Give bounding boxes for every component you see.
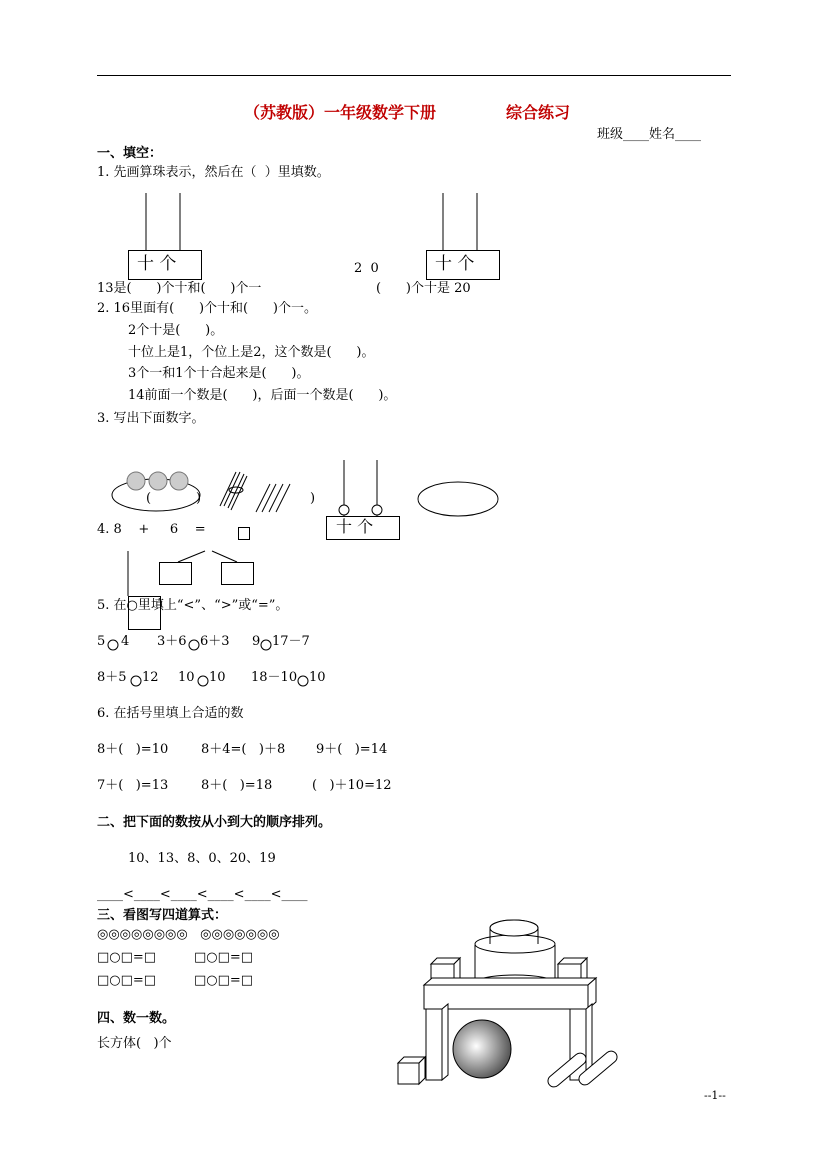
q6-r2-b: 8＋( )=18 — [201, 778, 273, 793]
section3-eq4: □○□=□ — [194, 973, 254, 988]
section2-order-line: ____<____<____<____<____<____ — [97, 887, 308, 902]
q4-expr: 4. 8 + 6 = — [97, 522, 206, 537]
abacus-label-left: 十 个 — [137, 254, 177, 274]
section2-numbers: 10、13、8、0、20、19 — [128, 851, 276, 866]
q3-paren-close: ) — [196, 491, 202, 506]
q2-line1: 2. 16里面有( )个十和( )个一。 — [97, 301, 317, 316]
section4-heading: 四、数一数。 — [97, 1011, 176, 1026]
page-number: --1-- — [704, 1089, 726, 1102]
section3-eq3: □○□=□ — [97, 973, 157, 988]
q5-r2-b: 12 — [142, 670, 159, 685]
section3-eq1: □○□=□ — [97, 950, 157, 965]
q5-r2-e: 18－10 — [251, 670, 298, 685]
q2-line3: 十位上是1，个位上是2，这个数是( )。 — [128, 345, 375, 360]
section3-heading: 三、看图写四道算式： — [97, 908, 228, 923]
q5-prompt: 5. 在○里填上“<”、“>”或“=”。 — [97, 598, 289, 613]
q5-r2-c: 10 — [178, 670, 195, 685]
section4-line: 长方体( )个 — [97, 1036, 172, 1051]
q5-r1-b: 4 — [121, 634, 130, 649]
q1-prompt: 1. 先画算珠表示，然后在（ ）里填数。 — [97, 165, 330, 180]
q5-r1-a: 5 — [97, 634, 106, 649]
q5-r2-a: 8＋5 — [97, 670, 127, 685]
q3-paren-open: ( — [146, 491, 152, 506]
q5-r1-d: 6＋3 — [200, 634, 230, 649]
q5-r1-e: 9 — [252, 634, 261, 649]
section3-circles: ◎◎◎◎◎◎◎◎ ◎◎◎◎◎◎◎ — [97, 927, 280, 942]
q6-r1-c: 9＋( )=14 — [316, 742, 388, 757]
number-20: 2 0 — [354, 261, 379, 276]
section1-heading: 一、填空： — [97, 146, 163, 161]
q4-split-box-right[interactable] — [221, 562, 254, 585]
q3-abacus-label: 十 个 — [336, 517, 374, 536]
q6-r2-a: 7＋( )=13 — [97, 778, 169, 793]
q1-line-right: ( )个十是 20 — [376, 281, 471, 296]
section3-eq2: □○□=□ — [194, 950, 254, 965]
q6-r1-a: 8＋( )=10 — [97, 742, 169, 757]
q5-r2-d: 10 — [209, 670, 226, 685]
class-name-field: 班级____姓名____ — [597, 127, 702, 142]
q4-split-box-left[interactable] — [159, 562, 192, 585]
q5-r2-f: 10 — [309, 670, 326, 685]
section2-heading: 二、把下面的数按从小到大的顺序排列。 — [97, 815, 332, 830]
q6-prompt: 6. 在括号里填上合适的数 — [97, 706, 244, 721]
q4-answer-box[interactable] — [238, 527, 250, 540]
abacus-label-right: 十 个 — [435, 254, 475, 274]
q3-prompt: 3. 写出下面数字。 — [97, 411, 205, 426]
q1-line-left: 13是( )个十和( )个一 — [97, 281, 262, 296]
q2-line5: 14前面一个数是( )，后面一个数是( )。 — [128, 388, 397, 403]
q3-paren-close-2: ) — [310, 491, 316, 506]
q2-line4: 3个一和1个十合起来是( )。 — [128, 366, 310, 381]
q5-r1-f: 17－7 — [272, 634, 310, 649]
q2-line2: 2个十是( )。 — [128, 323, 224, 338]
q6-r1-b: 8＋4=( )＋8 — [201, 742, 286, 757]
q5-r1-c: 3＋6 — [157, 634, 187, 649]
page-subtitle: 综合练习 — [506, 103, 571, 122]
page-title: （苏教版）一年级数学下册 — [244, 103, 437, 122]
q6-r2-c: ( )＋10=12 — [312, 778, 392, 793]
